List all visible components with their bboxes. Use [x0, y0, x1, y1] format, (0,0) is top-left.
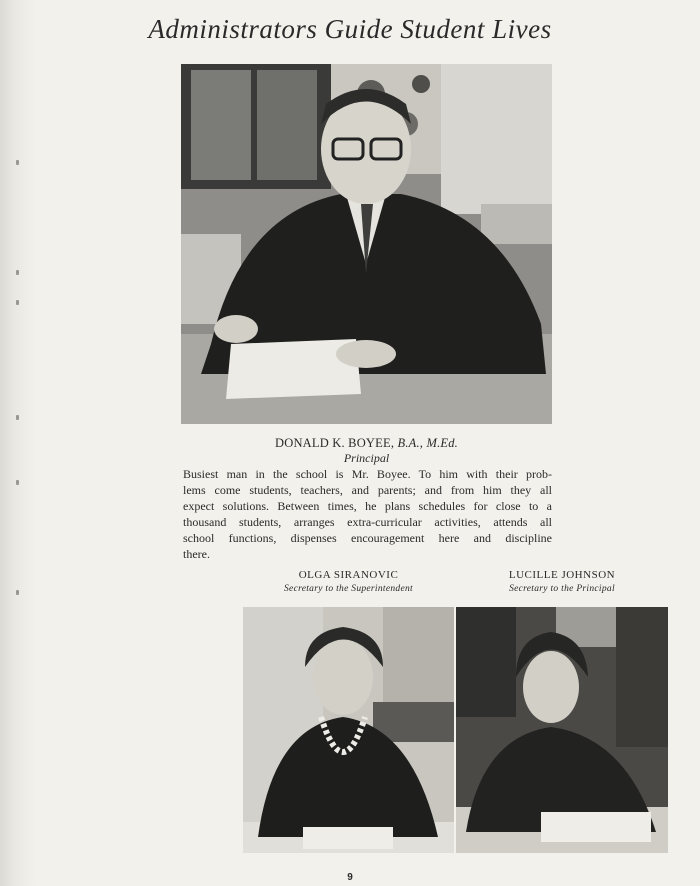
description-line: Busiest man in the school is Mr. Boyee. To him with their prob-	[183, 467, 552, 481]
binding-mark	[16, 590, 19, 595]
description-line: expect solutions. Between times, he plans schedules for close to a	[183, 499, 552, 513]
page-title: Administrators Guide Student Lives	[148, 14, 552, 44]
description-line: school functions, dispenses encouragement here and discipline	[183, 531, 552, 545]
secretary-photo-1	[243, 607, 454, 853]
binding-mark	[16, 270, 19, 275]
page-binding-edge	[0, 0, 36, 886]
principal-photo	[181, 64, 552, 424]
binding-mark	[16, 480, 19, 485]
description-line: thousand students, arranges extra-curricular activities, attends all	[183, 515, 552, 529]
principal-name-text: DONALD K. BOYEE,	[274, 436, 395, 450]
secretary-role-2: Secretary to the Principal	[509, 584, 615, 594]
secretary-name-2: LUCILLE JOHNSON	[508, 569, 616, 581]
secretary-photo-2	[456, 607, 668, 853]
binding-mark	[16, 160, 19, 165]
principal-description	[183, 466, 552, 562]
principal-degrees: B.A., M.Ed.	[397, 436, 459, 450]
secretary-role-1: Secretary to the Superintendent	[284, 584, 413, 594]
binding-mark	[16, 415, 19, 420]
secretary-name-1: OLGA SIRANOVIC	[298, 569, 399, 581]
description-line: there.	[183, 547, 210, 561]
principal-role: Principal	[343, 451, 390, 465]
principal-name	[181, 436, 552, 451]
description-line: lems come students, teachers, and parents; and from him they all	[183, 483, 552, 497]
binding-mark	[16, 300, 19, 305]
page-number: 9	[347, 872, 353, 883]
